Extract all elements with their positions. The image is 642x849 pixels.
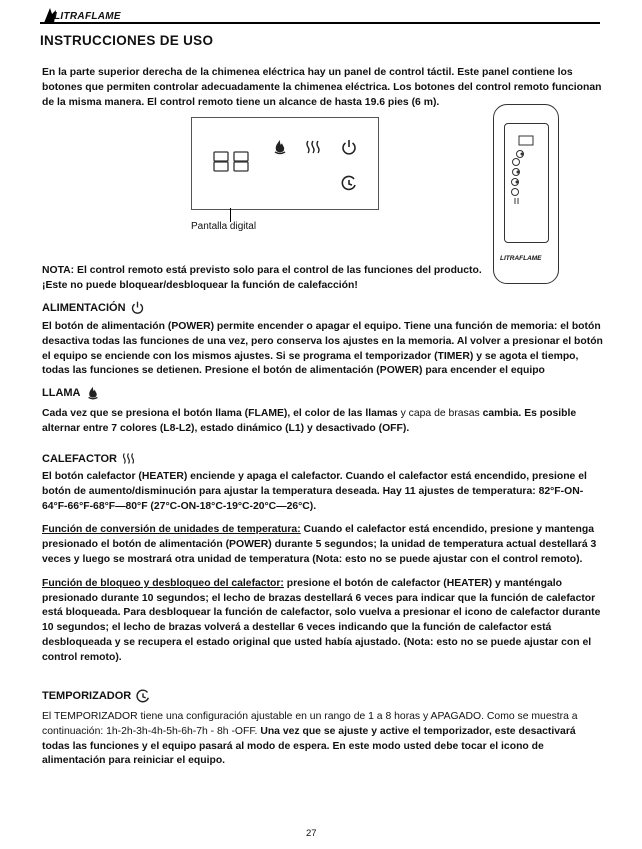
flame-icon[interactable] — [271, 138, 289, 156]
page-title: INSTRUCCIONES DE USO — [40, 33, 214, 48]
power-heading — [42, 300, 145, 315]
page-number: 27 — [306, 828, 317, 839]
heater-icon — [121, 451, 136, 466]
heater-heading — [42, 451, 136, 466]
lock-text: presione el botón de calefactor (HEATER) y manténgalo presionado durante 10 segundos; el lecho de brazas destellará 6 veces para indicar que la función de calefactor está bloqueada. Para desbloquear la función de calefactor, solo vuelva a presionar el icono de calefactor durante 10 segundos; el lecho de brazas volverá a destellar 6 veces indicando que la función de calefactor está desbloqueada y se recupera el estado original que usted había ajustado. (Nota: esto no se puede ajustar con el control remoto). — [42, 577, 601, 663]
heater-text: El botón calefactor (HEATER) enciende y apaga el calefactor. Cuando el calefactor está encendido, presione el botón de aumento/disminución para ajustar la temperatura deseada. Hay 11 ajustes de temperatura: 82°F-ON-64°F-66°F-68°F—80°F (27°C-ON-18°C-19°C-20°C—26°C). — [42, 471, 587, 512]
power-heading-text: ALIMENTACIÓN — [42, 301, 126, 314]
power-icon[interactable] — [340, 138, 358, 156]
timer-heading-text: TEMPORIZADOR — [42, 690, 132, 702]
panel-label: Pantalla digital — [191, 221, 257, 232]
power-section — [42, 320, 608, 379]
brand-logo-text: LITRAFLAME — [54, 11, 121, 22]
conv-text: Cuando el calefactor está encendido, presione y mantenga presionado el botón de alimentación (POWER) durante 5 segundos; la unidad de temperatura actual destellará 3 veces y luego se mostrará otra unidad de temperatura (Nota: esto no se puede ajustar con el control remoto). — [42, 524, 597, 565]
note-line-1: NOTA: El control remoto está previsto solo para el control de las funciones del producto. — [42, 265, 482, 276]
digit-display-icon — [212, 151, 252, 173]
flame-text-a: Cada vez que se presiona el botón llama (FLAME), el color de las llamas — [42, 408, 398, 419]
digital-display — [212, 151, 252, 173]
intro-text: En la parte superior derecha de la chimenea eléctrica hay un panel de control táctil. Este panel contiene los botones que permiten controlar adecuadamente la chimenea eléctrica. Los botones del control remoto funcionan de la misma manera. El control remoto tiene un alcance de hasta 19.6 pies (6 m). — [42, 67, 602, 108]
timer-icon[interactable] — [340, 174, 358, 192]
display-label-pointer — [230, 208, 231, 222]
remote-button-panel — [504, 123, 549, 243]
power-text: El botón de alimentación (POWER) permite encender o apagar el equipo. Tiene una función de memoria: el botón desactiva todas las funciones de una vez, pero conserva los ajustes en la memoria. Al volver a presionar el botón el equipo se enciende con los mismos ajustes. Si se programa el temporizador (TIMER) y se agota el tiempo, todas las funciones se detienen. Presione el botón de alimentación (POWER) para encender el equipo — [42, 321, 603, 377]
header-rule — [40, 22, 600, 24]
heater-heading-text: CALEFACTOR — [42, 452, 117, 465]
lock-title: Función de bloqueo y desbloqueo del calefactor: — [42, 577, 284, 589]
note-line-2: ¡Este no puede bloquear/desbloquear la función de calefacción! — [42, 279, 358, 291]
flame-text-c: cambia. Es posible alternar entre 7 colores (L8-L2), estado dinámico (L1) y desactivado (OFF). — [42, 408, 577, 434]
timer-section — [42, 710, 604, 769]
remote-logo-text: LITRAFLAME — [500, 255, 542, 262]
timer-text-light: El TEMPORIZADOR tiene una configuración ajustable en un rango de 1 a 8 horas y APAGADO. Como se muestra a continuación: 1h-2h-3h-4h-5h-6h-7h - 8h -OFF. — [42, 711, 578, 737]
remote-control-diagram — [493, 104, 559, 284]
heater-section — [42, 470, 604, 666]
conv-title: Función de conversión de unidades de temperatura: — [42, 524, 301, 536]
flame-section — [42, 407, 602, 437]
heater-icon[interactable] — [304, 138, 322, 156]
remote-buttons-icon — [505, 124, 548, 242]
flame-text-b: y capa de brasas — [397, 408, 483, 419]
flame-heading-text: LLAMA — [42, 387, 81, 399]
note-block — [42, 264, 492, 294]
flame-icon — [85, 385, 101, 401]
timer-text-bold: Una vez que se ajuste y active el temporizador, este desactivará todas las funciones y el equipo pasará al modo de espera. En este modo usted debe tocar el icono de alimentación para reiniciar el equipo. — [42, 725, 576, 767]
power-icon — [130, 300, 145, 315]
timer-icon — [135, 688, 151, 704]
timer-heading — [42, 688, 151, 704]
control-panel-diagram — [191, 117, 379, 210]
flame-heading — [42, 385, 101, 401]
